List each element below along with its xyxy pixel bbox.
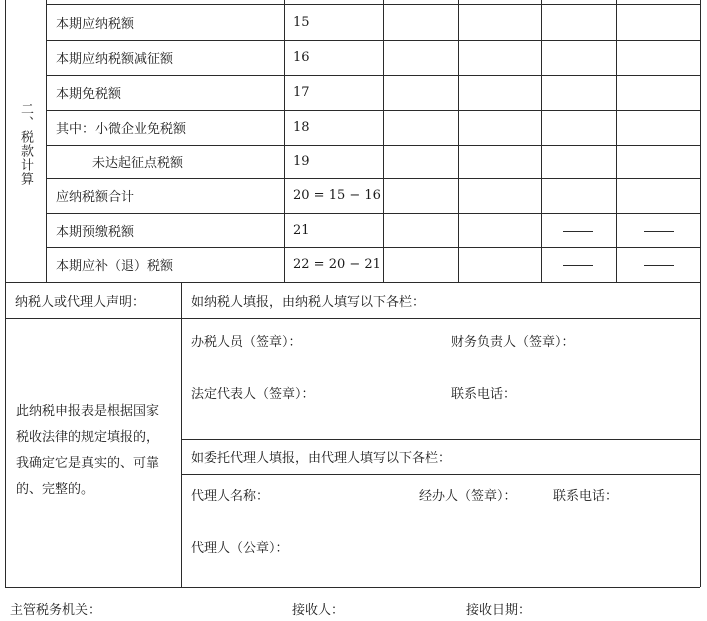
border-right (700, 0, 701, 587)
grid-line (181, 282, 182, 587)
row-line-number: 18 (293, 120, 310, 135)
taxpayer-intro: 如纳税人填报，由纳税人填写以下各栏： (191, 294, 426, 310)
grid-line (541, 0, 542, 282)
receiver-field: 接收人： (292, 602, 345, 618)
row-line-number: 19 (293, 154, 310, 169)
grid-line (46, 0, 47, 282)
row-item-label: 未达起征点税额 (92, 156, 184, 171)
not-applicable-dash (644, 231, 674, 232)
declaration-statement (16, 399, 159, 503)
row-item-label: 本期免税额 (56, 87, 122, 102)
statement-line: 此纳税申报表是根据国家 (16, 404, 160, 419)
declaration-label: 纳税人或代理人声明： (15, 294, 146, 310)
not-applicable-dash (563, 265, 593, 266)
row-line-number: 22 = 20 − 21 (293, 257, 381, 272)
row-item-label: 本期应补（退）税额 (56, 259, 174, 274)
grid-line (46, 75, 700, 76)
border-left (5, 0, 6, 587)
row-item-label: 其中：小微企业免税额 (56, 122, 187, 137)
grid-line (383, 0, 384, 282)
row-line-number: 20 = 15 − 16 (293, 188, 381, 203)
grid-line (46, 4, 700, 5)
finance-head-signature-field: 财务负责人（签章）： (451, 334, 575, 350)
row-item-label: 本期预缴税额 (56, 224, 135, 240)
grid-line (458, 0, 459, 282)
row-line-number: 17 (293, 85, 310, 100)
grid-line (46, 213, 700, 214)
agent-name-field: 代理人名称： (191, 488, 270, 504)
section-label: 二、税款计算 (18, 102, 33, 186)
row-line-number: 15 (293, 14, 310, 30)
agent-intro: 如委托代理人填报，由代理人填写以下各栏： (191, 451, 452, 466)
contact-phone-field: 联系电话： (451, 386, 517, 402)
tax-authority-field: 主管税务机关： (10, 602, 102, 618)
grid-line (181, 474, 700, 475)
row-line-number: 21 (293, 222, 310, 238)
grid-line (5, 318, 700, 319)
statement-line: 的、完整的。 (16, 482, 95, 497)
receive-date-field: 接收日期： (466, 602, 532, 618)
statement-line: 我确定它是真实的、可靠 (16, 456, 160, 471)
row-line-number: 16 (293, 50, 310, 65)
not-applicable-dash (644, 265, 674, 266)
grid-line (616, 0, 617, 282)
tax-officer-signature-field: 办税人员（签章）： (191, 334, 302, 350)
statement-line: 税收法律的规定填报的， (16, 430, 160, 445)
not-applicable-dash (563, 231, 593, 232)
row-item-label: 本期应纳税额 (56, 16, 135, 32)
handler-signature-field: 经办人（签章）： (419, 488, 517, 504)
border-bottom (5, 587, 700, 588)
agent-phone-field: 联系电话： (553, 488, 619, 504)
legal-representative-signature-field: 法定代表人（签章）： (191, 386, 315, 402)
grid-line (284, 0, 285, 282)
row-item-label: 本期应纳税额减征额 (56, 52, 174, 67)
row-item-label: 应纳税额合计 (56, 190, 135, 205)
agent-seal-field: 代理人（公章）： (191, 540, 289, 556)
